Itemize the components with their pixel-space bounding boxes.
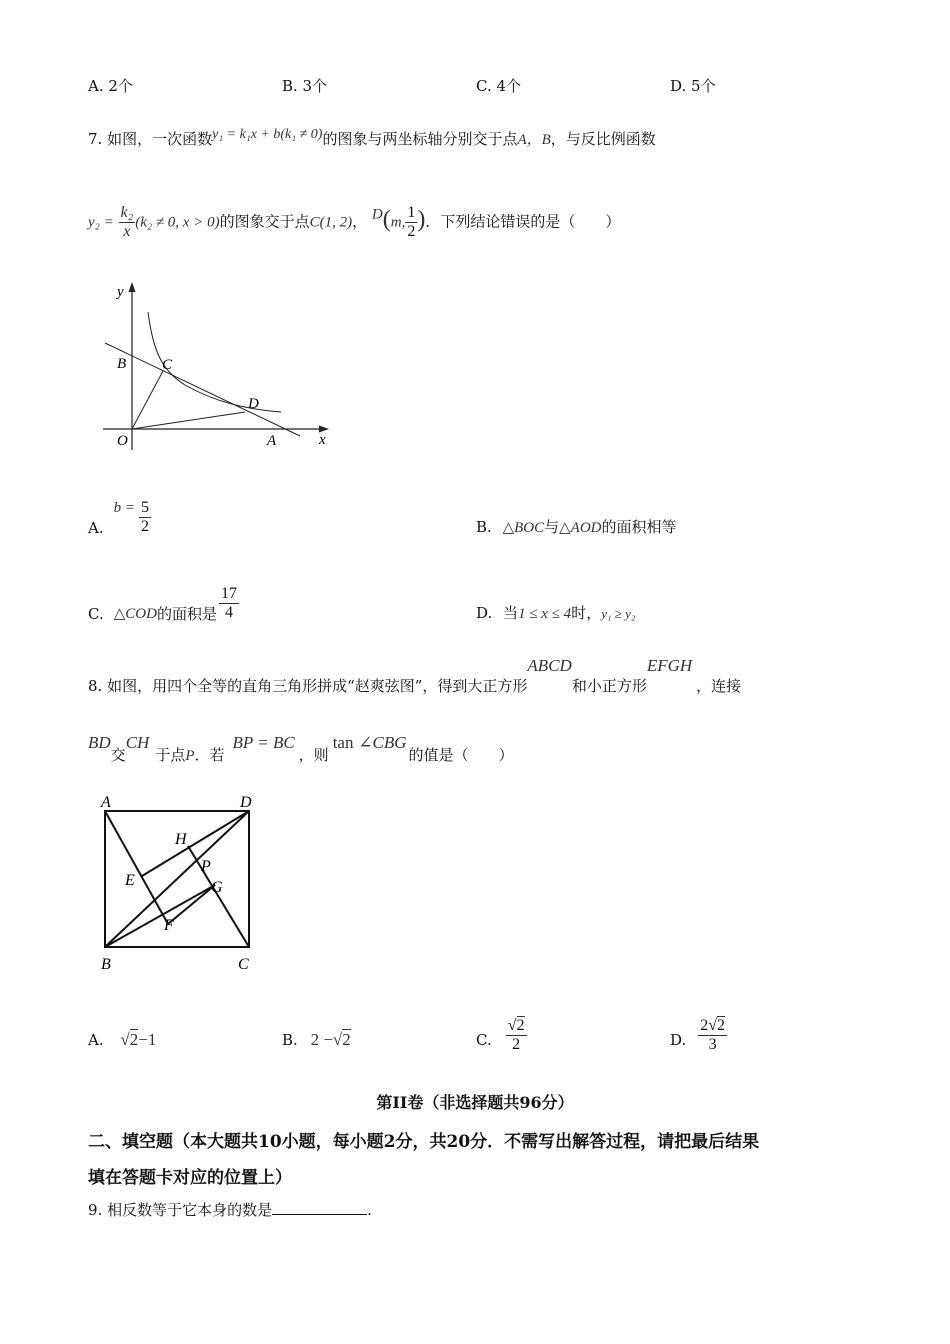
q6-option-d: D. 5个 <box>670 77 716 95</box>
q8-mid1: 和小正方形 <box>571 677 647 695</box>
q7-option-a-expr: b = <box>113 500 135 516</box>
y-axis-arrow <box>129 282 136 292</box>
q7-point-d-rparen: ) <box>417 206 426 233</box>
q7-option-c-expr: △COD <box>113 606 157 622</box>
q7-inverse-condition: (k₂ ≠ 0, x > 0) <box>135 214 220 231</box>
q7-option-d-ineq: y₁ ≥ y₂ <box>601 606 636 621</box>
q7-option-b-label: B. <box>476 518 492 536</box>
segment-od <box>132 412 245 429</box>
q8-option-d-coef: 2 <box>700 1016 709 1034</box>
label-y: y <box>117 284 124 300</box>
segment-ch <box>188 846 249 947</box>
q7-comma: ， <box>352 212 368 231</box>
q6-option-a: A. 2个 <box>88 77 133 95</box>
q8-option-a-tail: −1 <box>138 1030 157 1049</box>
q7-option-b-expr1: △BOC <box>502 520 545 536</box>
label-e: E <box>125 872 135 889</box>
section-heading-line2: 填在答题卡对应的位置上） <box>88 1168 292 1188</box>
q7-text3: 的图象交于点 <box>219 212 310 231</box>
label-h: H <box>175 831 187 848</box>
q8-option-b-radicand: 2 <box>342 1030 351 1049</box>
q8-square-abcd: ABCD <box>527 656 572 675</box>
q7-option-c-num: 17 <box>220 584 237 602</box>
q7-option-b-expr2: △AOD <box>559 520 602 536</box>
q8-text4: ，则 <box>298 746 329 764</box>
q7-text1: 的图象与两坐标轴分别交于点 <box>322 130 518 148</box>
q7-option-a-den: 2 <box>140 517 149 535</box>
q8-option-a-sqrt: √2 <box>120 1030 139 1049</box>
q6-option-c: C. 4个 <box>476 77 522 95</box>
q8-text2: 于点 <box>155 746 186 764</box>
q7-text4: ．下列结论错误的是（ ） <box>425 212 621 231</box>
q8-option-d-den: 3 <box>708 1035 717 1053</box>
label-d: D <box>240 794 252 811</box>
q8-option-d-label: D. <box>670 1031 687 1049</box>
q8-jiao: 交 <box>110 746 126 764</box>
segment-af <box>105 811 168 924</box>
q7-option-b <box>476 517 677 538</box>
q8-option-c-den: 2 <box>512 1035 521 1053</box>
q8-option-c-label: C. <box>476 1031 492 1049</box>
q8-option-a <box>88 1030 156 1050</box>
q7-point-c: C(1, 2) <box>309 214 353 231</box>
q7-option-c-mid: 的面积是 <box>156 605 217 623</box>
q7-option-d-mid: 时， <box>571 604 602 622</box>
q8-option-b-sqrt: √2 <box>332 1030 351 1049</box>
q8-prefix: 8. 如图，用四个全等的直角三角形拼成“赵爽弦图”，得到大正方形 <box>88 677 528 695</box>
q8-option-c <box>476 1010 527 1060</box>
q8-option-d-num: 2√2 <box>700 1016 726 1034</box>
q9 <box>88 1200 372 1220</box>
q7-inverse-lhs: y₂ = <box>88 214 114 231</box>
q7-option-a-fraction <box>139 499 151 536</box>
q8-option-c-radicand: 2 <box>516 1016 525 1034</box>
label-g: G <box>211 879 223 896</box>
q8-condition: BP = BC <box>232 733 295 752</box>
label-a: A <box>101 794 111 811</box>
label-d: D <box>248 396 259 412</box>
q7-point-d-den: 2 <box>407 223 416 240</box>
q7-point-d-label: D <box>371 206 383 223</box>
q8-option-a-radicand: 2 <box>129 1030 139 1049</box>
q7-option-c-label: C. <box>88 605 104 623</box>
q8-option-b-label: B. <box>282 1031 298 1049</box>
section-heading-line1: 二、填空题（本大题共10小题，每小题2分，共20分．不需写出解答过程，请把最后结果 <box>88 1132 760 1152</box>
q8-option-c-num: √2 <box>507 1016 525 1034</box>
q7-point-d-m: m, <box>390 214 406 231</box>
q7-inverse-num: k₂ <box>120 204 134 221</box>
q8-text3: ．若 <box>194 746 225 764</box>
q7-option-b-tail: 的面积相等 <box>601 518 677 536</box>
label-f: F <box>164 917 174 934</box>
q9-answer-blank[interactable] <box>272 1200 367 1215</box>
segment-oc <box>132 371 163 429</box>
q7-points-ab: A，B <box>517 132 551 148</box>
q9-end: . <box>367 1201 372 1219</box>
q7-option-a-label: A. <box>88 519 104 537</box>
line-ab <box>105 343 300 436</box>
q8-point-p: P <box>185 748 195 764</box>
segment-fg <box>168 885 215 924</box>
q7-point-d-num: 1 <box>407 204 416 221</box>
q7-point-d-fraction <box>405 204 417 241</box>
q7-inverse-den: x <box>123 223 131 240</box>
label-b: B <box>117 356 127 372</box>
q7-option-b-mid: 与 <box>544 518 560 536</box>
segment-de <box>142 811 249 876</box>
q8-stem-line1 <box>88 656 741 696</box>
label-b: B <box>101 956 111 973</box>
q9-text: 9. 相反数等于它本身的数是 <box>88 1201 273 1219</box>
q7-option-d-pre: 当 <box>503 604 519 622</box>
label-x: x <box>319 432 326 448</box>
q8-option-d-fraction <box>698 1017 727 1054</box>
q8-tail1: ，连接 <box>696 677 742 695</box>
q8-zhaoshuang-figure <box>95 790 265 975</box>
label-p: P <box>201 858 211 875</box>
q7-inverse-fraction <box>119 204 136 241</box>
q8-bd: BD <box>88 733 111 752</box>
q7-option-c <box>88 578 239 628</box>
label-c: C <box>238 956 249 973</box>
q7-option-d-label: D. <box>476 604 493 622</box>
q7-option-a <box>88 492 151 542</box>
q7-point-d-lparen: ( <box>382 206 391 233</box>
q8-option-d-radicand: 2 <box>717 1016 726 1034</box>
q7-prefix: 7. 如图，一次函数 <box>88 130 213 148</box>
q8-option-b-pre: 2 − <box>310 1030 333 1049</box>
label-c: C <box>162 357 173 373</box>
q8-option-c-fraction <box>506 1017 527 1054</box>
label-a: A <box>267 433 277 449</box>
q8-tan: tan <box>332 733 354 752</box>
q7-stem-line1 <box>88 125 656 150</box>
q8-text5: 的值是（ ） <box>408 746 514 764</box>
q7-option-d-range: 1 ≤ x ≤ 4 <box>518 606 572 622</box>
label-o: O <box>117 433 128 449</box>
q8-option-d <box>670 1010 727 1060</box>
q7-option-a-num: 5 <box>140 498 149 516</box>
q7-stem-line2 <box>88 204 620 241</box>
q8-option-a-label: A. <box>88 1031 104 1049</box>
q6-option-b: B. 3个 <box>282 77 328 95</box>
q7-option-c-fraction <box>219 585 239 622</box>
q7-option-c-den: 4 <box>224 603 233 621</box>
q7-linear-function: y₁ = k₁x + b(k₁ ≠ 0) <box>212 127 323 142</box>
q7-option-d <box>476 603 635 624</box>
q8-square-efgh: EFGH <box>646 656 693 675</box>
q8-option-b <box>282 1030 351 1050</box>
q8-tan-angle: ∠CBG <box>358 733 407 752</box>
q8-stem-line2 <box>88 733 514 773</box>
q8-ch: CH <box>125 733 150 752</box>
q7-text2: ，与反比例函数 <box>550 130 656 148</box>
q7-graph-figure <box>95 280 345 455</box>
volume-title: 第II卷（非选择题共96分） <box>376 1093 574 1112</box>
